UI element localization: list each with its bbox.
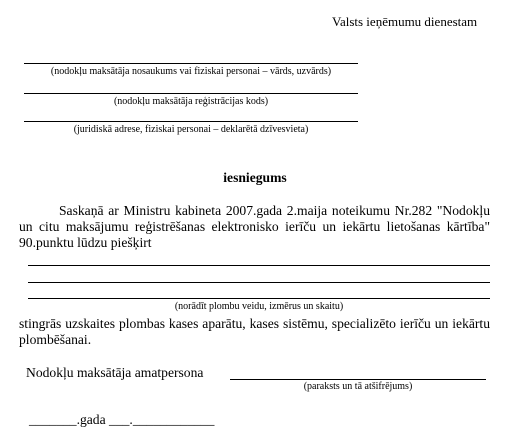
signature-caption: (paraksts un tā atšifrējums) — [303, 381, 413, 392]
address-field-line[interactable] — [24, 121, 358, 122]
name-field-caption: (nodokļu maksātāja nosaukums vai fiziskai personai – vārds, uzvārds) — [50, 66, 332, 77]
recipient: Valsts ieņēmumu dienestam — [332, 14, 478, 29]
name-field-line[interactable] — [24, 63, 358, 64]
seal-line-3[interactable] — [28, 298, 490, 299]
seal-line-2[interactable] — [28, 282, 490, 283]
closing-paragraph: stingrās uzskaites plombas kases aparātu, kases sistēmu, specializēto ierīču un iekārtu plombēšanai. — [19, 316, 490, 347]
request-paragraph: Saskaņā ar Ministru kabineta 2007.gada 2.maija noteikumu Nr.282 "Nodokļu un citu maksājumu reģistrēšanas elektronisko ierīču un iekārtu lietošanas kārtība" 90.punktu lūdzu piešķirt — [19, 203, 490, 250]
signature-label: Nodokļu maksātāja amatpersona — [26, 365, 204, 380]
seal-line-1[interactable] — [28, 265, 490, 266]
regcode-field-line[interactable] — [24, 93, 358, 94]
date-line[interactable]: _______.gada ___.____________ — [29, 412, 215, 427]
document-title: iesniegums — [223, 170, 287, 185]
regcode-field-caption: (nodokļu maksātāja reģistrācijas kods) — [113, 96, 269, 107]
seal-caption: (norādīt plombu veidu, izmērus un skaitu) — [174, 301, 344, 312]
address-field-caption: (juridiskā adrese, fiziskai personai – deklarētā dzīvesvieta) — [73, 124, 309, 135]
signature-line[interactable] — [230, 379, 486, 380]
